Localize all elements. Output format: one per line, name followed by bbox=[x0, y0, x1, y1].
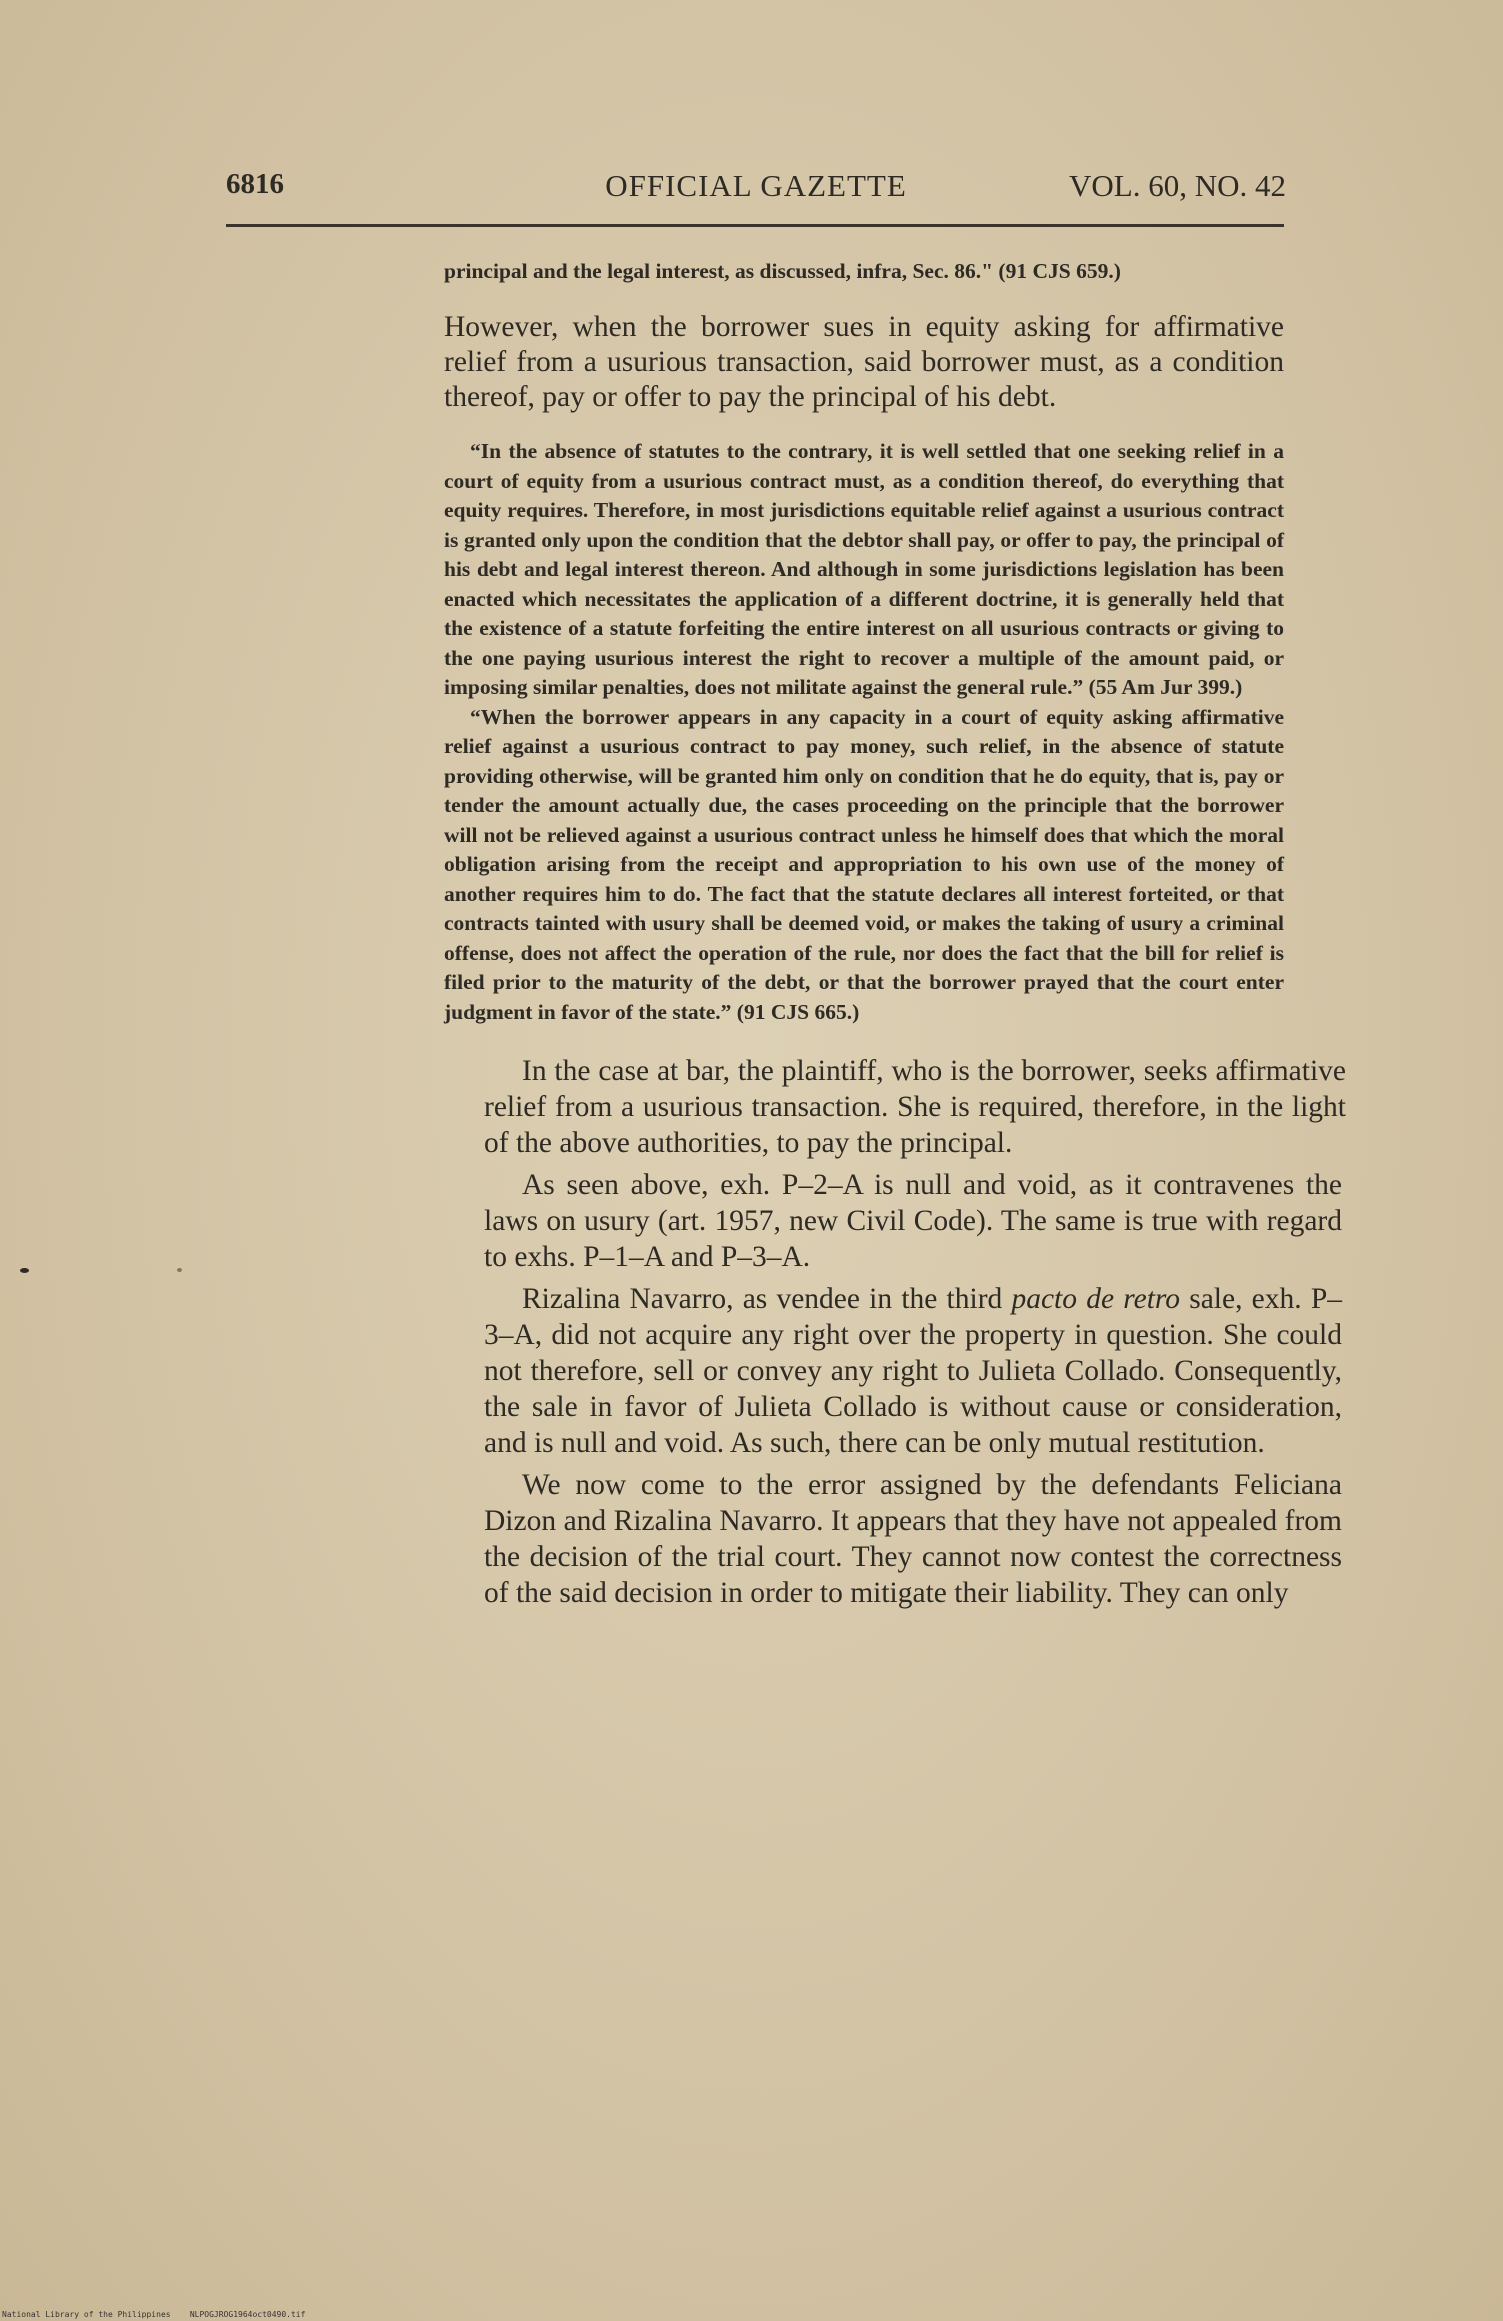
header-rule bbox=[226, 224, 1284, 227]
scan-footer bbox=[2, 2310, 305, 2319]
paragraph-rizalina bbox=[484, 1281, 1342, 1461]
latin-term: pacto de retro bbox=[1011, 1283, 1181, 1315]
paragraph-error-assigned: We now come to the error assigned by the defendants Feliciana Dizon and Rizalina Navarro. It appears that they have not appealed from the decision of the trial court. They cannot now contest the correctness of the said decision in order to mitigate their liability. They can only bbox=[484, 1469, 1342, 1609]
paragraph-borrower-equity: However, when the borrower sues in equity asking for affirmative relief from a usurious transaction, said borrower must, as a condition thereof, pay or offer to pay the principal of his debt. bbox=[444, 311, 1284, 413]
paragraph-rizalina-part-a: Rizalina Navarro, as vendee in the third bbox=[522, 1283, 1012, 1315]
page-header bbox=[226, 168, 1286, 214]
block-quote-cjs: “When the borrower appears in any capacity in a court of equity asking affirmative relief against a usurious contract to pay money, such relief, in the absence of statute providing otherwise, will be granted him only on condition that he do equity, that is, pay or tender the amount actually due, the cases proceeding on the principle that the borrower will not be relieved against a usurious contract unless he himself does that which the moral obligation arising from the receipt and appropriation to his own use of the money of another requires him to do. The fact that the statute declares all interest forteited, or that contracts tainted with usury shall be deemed void, or makes the taking of usury a criminal offense, does not affect the operation of the rule, nor does the fact that the bill for relief is filed prior to the maturity of the debt, or that the borrower prayed that the court enter judgment in favor of the state.” (91 CJS 665.) bbox=[444, 704, 1284, 1024]
paragraph-exhibits: As seen above, exh. P–2–A is null and void, as it contravenes the laws on usury (art. 1957, new Civil Code). The same is true with regard to exhs. P–1–A and P–3–A. bbox=[484, 1169, 1342, 1273]
page-number: 6816 bbox=[226, 168, 284, 200]
footer-file: NLPOGJROG1964oct0490.tif bbox=[189, 2310, 306, 2319]
publication-title: OFFICIAL GAZETTE bbox=[605, 168, 907, 203]
paragraph-rizalina-part-b: sale, exh. P–3–A, did not acquire any right over the property in question. She could not therefore, sell or convey any right to Julieta Collado. Consequently, the sale in favor of Julieta Collado is without cause or consideration, and is null and void. As such, there can be only mutual restitution. bbox=[484, 1283, 1342, 1459]
body-text bbox=[444, 256, 1346, 1617]
block-quote-am-jur: “In the absence of statutes to the contrary, it is well settled that one seeking relief in a court of equity from a usurious contract must, as a condition thereof, do everything that equity requires. Therefore, in most jurisdictions equitable relief against a usurious contract is granted only upon the condition that the debtor shall pay, or offer to pay, the principal of his debt and legal interest thereon. And although in some jurisdictions legislation has been enacted which necessitates the application of a different doctrine, it is generally held that the existence of a statute forfeiting the entire interest on all usurious contracts or giving to the one paying usurious interest the right to recover a multiple of the amount paid, or imposing similar penalties, does not militate against the general rule.” (55 Am Jur 399.) bbox=[444, 439, 1284, 699]
footer-library: National Library of the Philippines bbox=[2, 2310, 171, 2319]
volume-number: VOL. 60, NO. 42 bbox=[1069, 168, 1286, 203]
paragraph-case-at-bar: In the case at bar, the plaintiff, who is the borrower, seeks affirmative relief from a usurious transaction. She is required, therefore, in the light of the above authorities, to pay the principal. bbox=[484, 1055, 1346, 1159]
scan-speck bbox=[177, 1268, 182, 1272]
quote-continuation: principal and the legal interest, as discussed, infra, Sec. 86." (91 CJS 659.) bbox=[444, 259, 1121, 283]
scan-speck bbox=[20, 1268, 29, 1273]
